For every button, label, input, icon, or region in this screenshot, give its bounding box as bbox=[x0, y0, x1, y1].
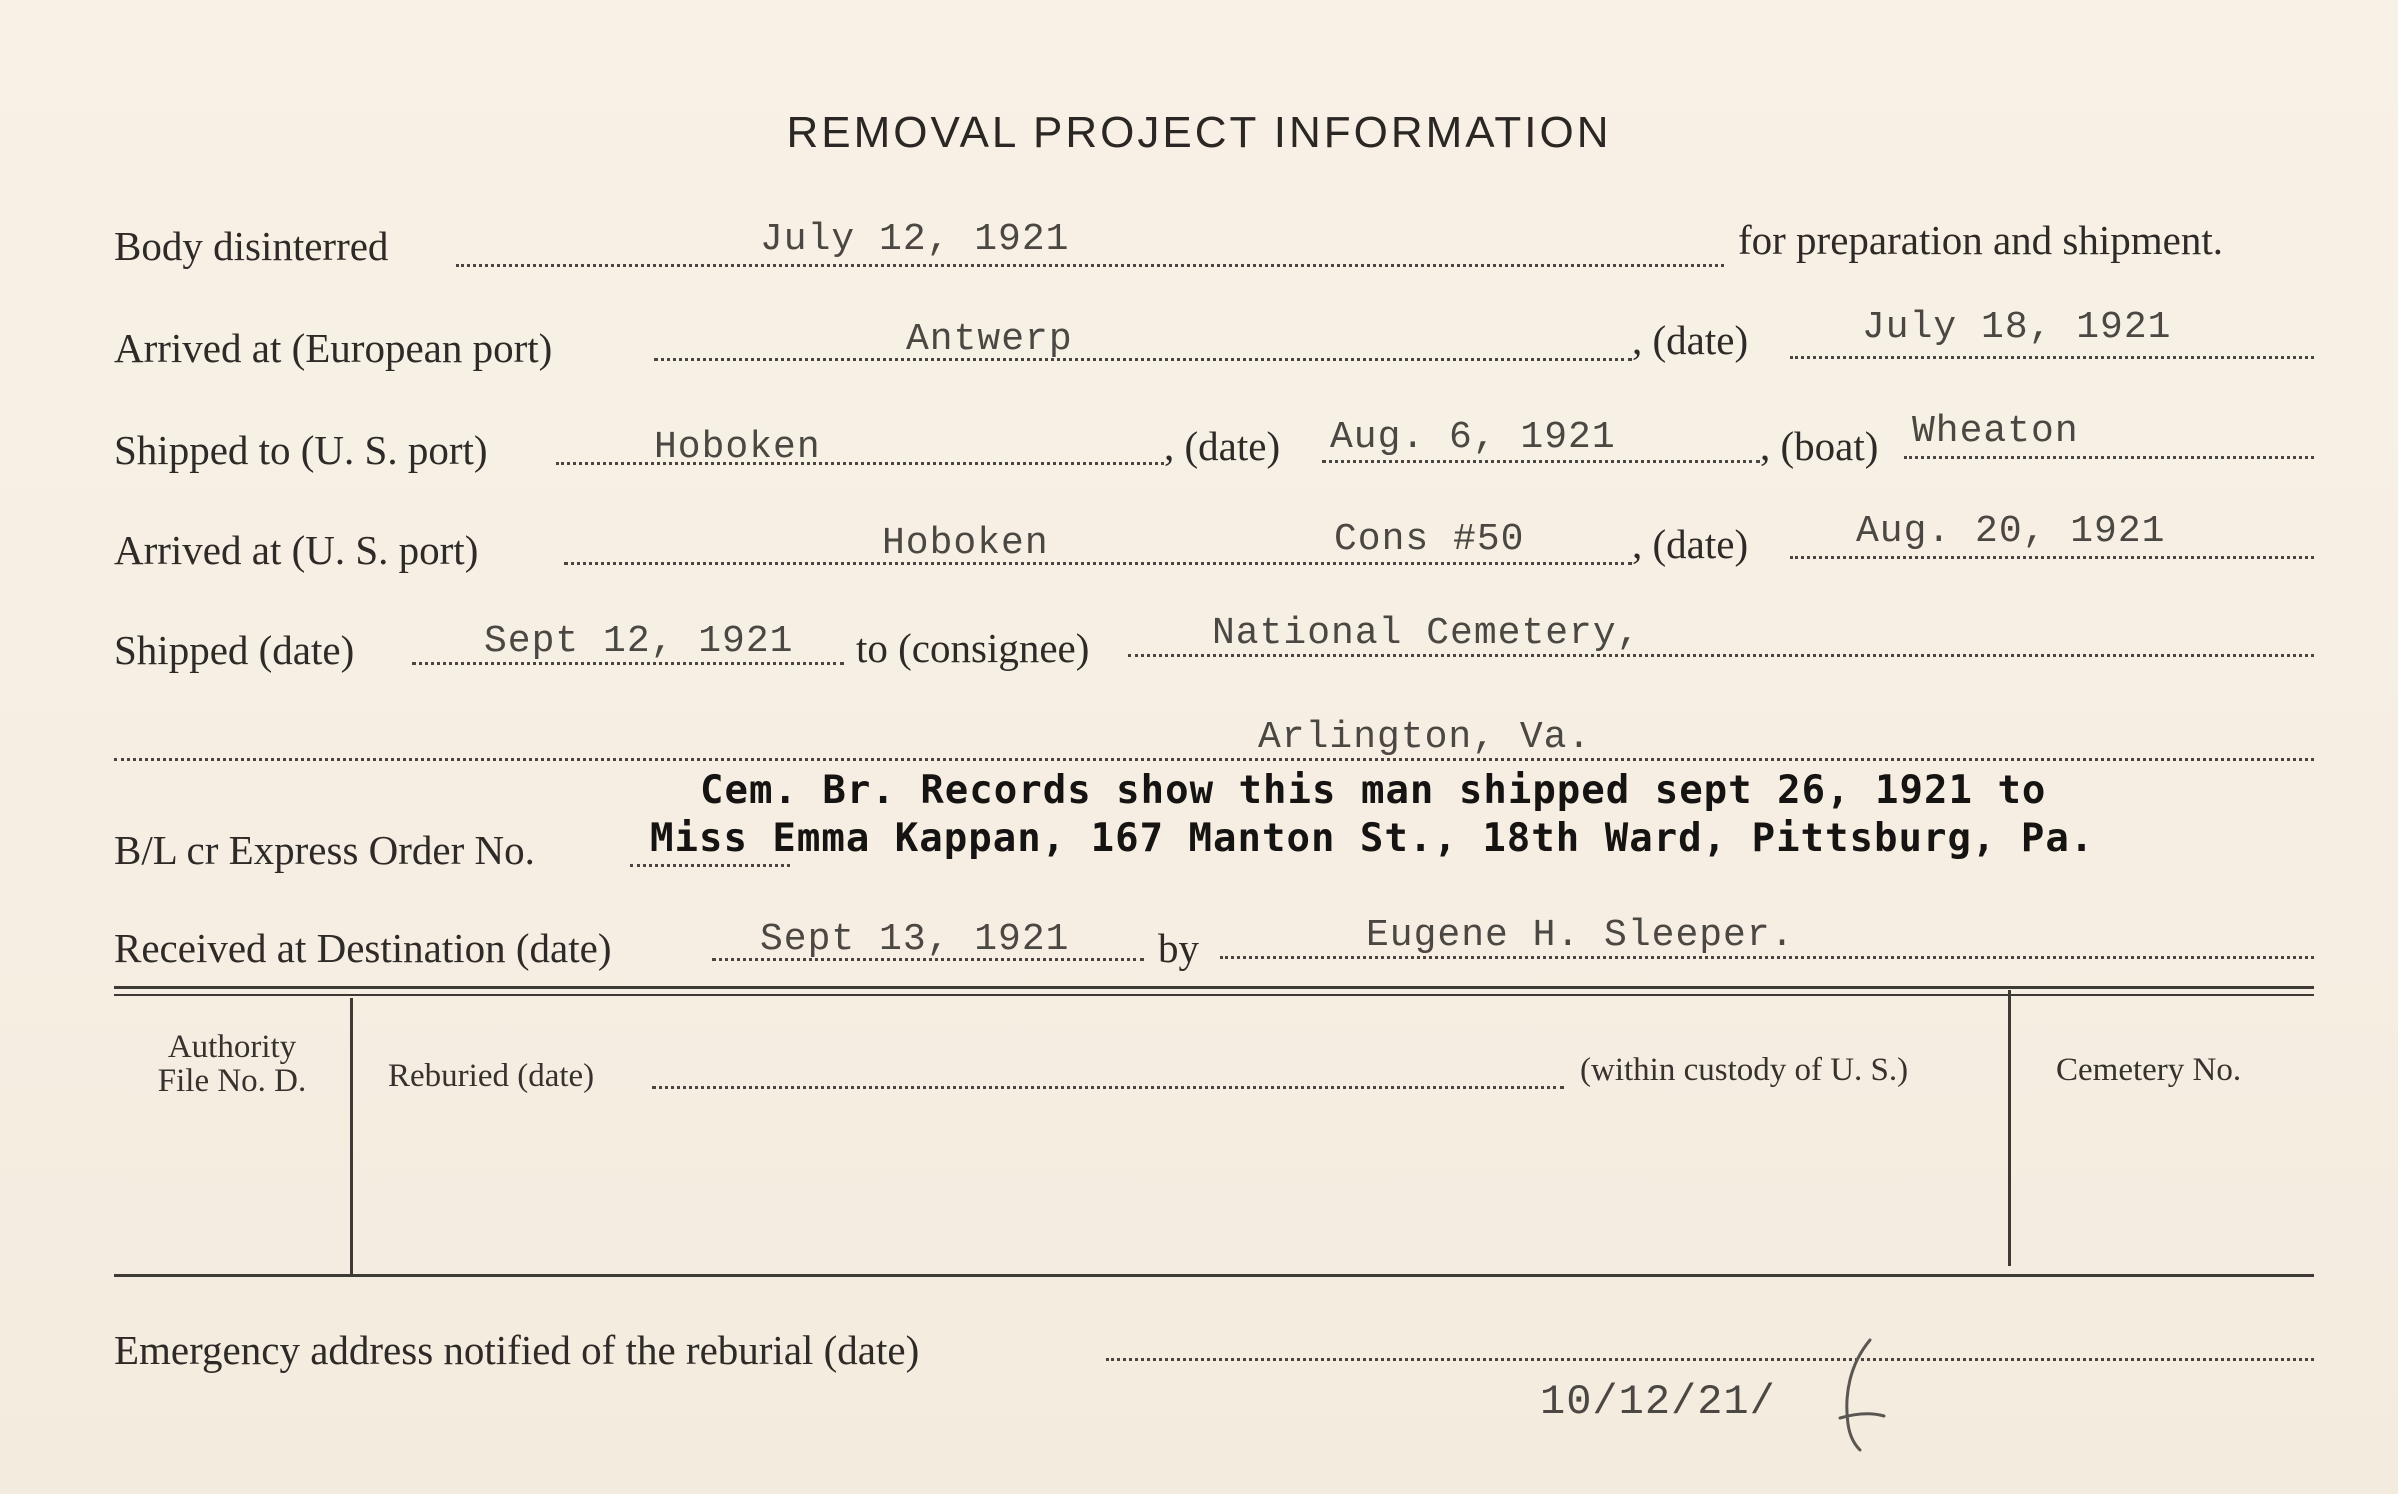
box-divider-left bbox=[350, 998, 353, 1274]
received-label: Received at Destination (date) bbox=[114, 925, 612, 971]
arrived-us-value: Hoboken bbox=[882, 522, 1049, 565]
arrived-us-extra: Cons #50 bbox=[1334, 518, 1525, 561]
authority-label bbox=[114, 1030, 350, 1098]
consignee-label: to (consignee) bbox=[856, 625, 1090, 671]
shipped-us-boat-label: , (boat) bbox=[1760, 423, 1879, 469]
card-title: REMOVAL PROJECT INFORMATION bbox=[786, 108, 1612, 157]
emergency-value: 10/12/21/ bbox=[1540, 1378, 1776, 1426]
consignee-line2-value: Arlington, Va. bbox=[1258, 716, 1592, 759]
disinterred-label: Body disinterred bbox=[114, 223, 389, 269]
shipped-us-date: Aug. 6, 1921 bbox=[1330, 416, 1616, 459]
arrived-us-date-line bbox=[1790, 554, 2314, 559]
authority-line-1: Authority bbox=[167, 1029, 297, 1065]
arrived-us-label: Arrived at (U. S. port) bbox=[114, 527, 479, 573]
emergency-label: Emergency address notified of the reburial (date) bbox=[114, 1327, 920, 1373]
box-bottom-rule bbox=[114, 1274, 2314, 1277]
box-top-rule bbox=[114, 986, 2314, 989]
shipped-us-date-label: , (date) bbox=[1164, 423, 1281, 469]
disinterred-line bbox=[456, 262, 1724, 267]
bl-line bbox=[630, 862, 790, 867]
stamp-line-1: Cem. Br. Records show this man shipped sept 26, 1921 to bbox=[700, 768, 2047, 813]
received-by-label: by bbox=[1158, 925, 1199, 971]
arrived-european-line bbox=[654, 356, 1632, 361]
reburied-line bbox=[652, 1084, 1564, 1089]
cemetery-label: Cemetery No. bbox=[2056, 1052, 2242, 1088]
disinterred-value: July 12, 1921 bbox=[760, 218, 1070, 261]
initials-mark bbox=[1830, 1334, 1890, 1454]
arrived-european-value: Antwerp bbox=[906, 318, 1073, 361]
shipped-value: Sept 12, 1921 bbox=[484, 620, 794, 663]
shipped-us-value: Hoboken bbox=[654, 426, 821, 469]
arrived-us-date: Aug. 20, 1921 bbox=[1856, 510, 2166, 553]
shipped-us-line bbox=[556, 460, 1164, 465]
disinterred-suffix: for preparation and shipment. bbox=[1738, 217, 2224, 263]
arrived-european-label: Arrived at (European port) bbox=[114, 325, 553, 371]
shipped-label: Shipped (date) bbox=[114, 627, 355, 673]
arrived-european-date: July 18, 1921 bbox=[1862, 306, 2172, 349]
stamp-line-2: Miss Emma Kappan, 167 Manton St., 18th Ward, Pittsburg, Pa. bbox=[650, 816, 2095, 861]
box-top-rule-2 bbox=[114, 994, 2314, 996]
initials-mark-drawing bbox=[1830, 1334, 1890, 1454]
consignee-value: National Cemetery, bbox=[1212, 612, 1641, 655]
consignee-line-2 bbox=[114, 756, 2314, 761]
received-by-value: Eugene H. Sleeper. bbox=[1366, 914, 1795, 957]
box-divider-right bbox=[2008, 990, 2011, 1266]
arrived-european-date-label: , (date) bbox=[1632, 317, 1749, 363]
arrived-us-date-label: , (date) bbox=[1632, 521, 1749, 567]
authority-line-2: File No. D. bbox=[157, 1063, 307, 1099]
shipped-us-boat-line bbox=[1904, 454, 2314, 459]
reburied-label: Reburied (date) bbox=[388, 1058, 595, 1094]
custody-label: (within custody of U. S.) bbox=[1580, 1052, 1909, 1088]
received-value: Sept 13, 1921 bbox=[760, 918, 1070, 961]
shipped-us-boat: Wheaton bbox=[1912, 410, 2079, 453]
emergency-line bbox=[1106, 1356, 2314, 1361]
arrived-european-date-line bbox=[1790, 354, 2314, 359]
shipped-us-label: Shipped to (U. S. port) bbox=[114, 427, 488, 473]
bl-label: B/L cr Express Order No. bbox=[114, 827, 535, 873]
